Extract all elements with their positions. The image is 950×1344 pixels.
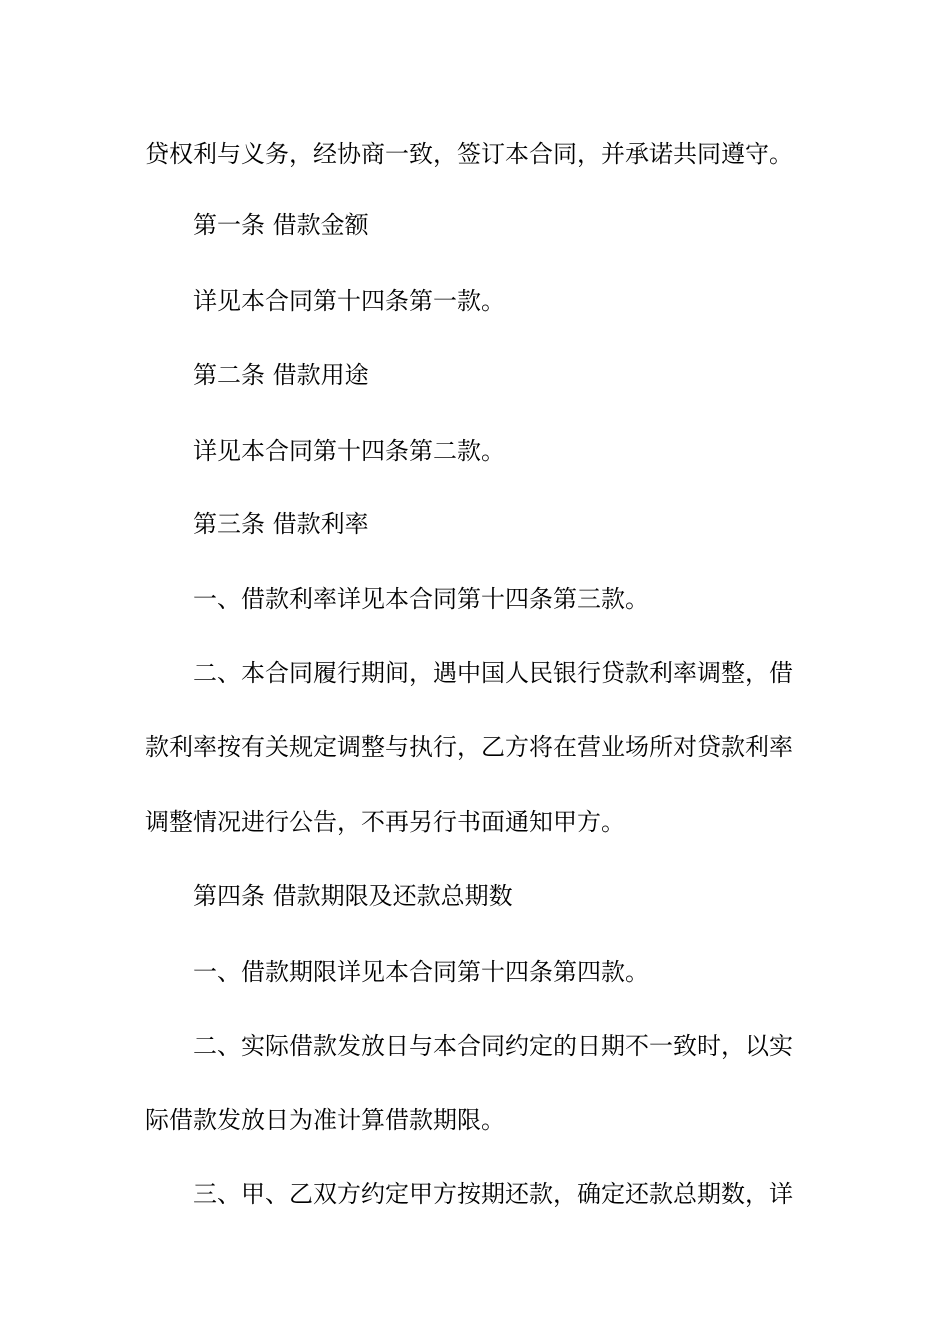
article-4-clause-2-line-1: 二、实际借款发放日与本合同约定的日期不一致时，以实 (193, 1032, 793, 1060)
article-2-body: 详见本合同第十四条第二款。 (193, 437, 505, 465)
article-3-clause-1: 一、借款利率详见本合同第十四条第三款。 (193, 585, 649, 613)
article-3-heading: 第三条 借款利率 (193, 510, 369, 538)
article-4-clause-2-line-2: 际借款发放日为准计算借款期限。 (145, 1106, 505, 1134)
article-4-clause-1: 一、借款期限详见本合同第十四条第四款。 (193, 958, 649, 986)
paragraph-continuation: 贷权利与义务，经协商一致，签订本合同，并承诺共同遵守。 (145, 140, 793, 168)
article-3-clause-2-line-1: 二、本合同履行期间，遇中国人民银行贷款利率调整，借 (193, 659, 793, 687)
article-4-clause-3-line-1: 三、甲、乙双方约定甲方按期还款，确定还款总期数，详 (193, 1180, 793, 1208)
article-1-heading: 第一条 借款金额 (193, 211, 369, 239)
article-1-body: 详见本合同第十四条第一款。 (193, 287, 505, 315)
article-4-heading: 第四条 借款期限及还款总期数 (193, 882, 513, 910)
article-2-heading: 第二条 借款用途 (193, 361, 369, 389)
article-3-clause-2-line-2: 款利率按有关规定调整与执行，乙方将在营业场所对贷款利率 (145, 733, 793, 761)
article-3-clause-2-line-3: 调整情况进行公告，不再另行书面通知甲方。 (145, 808, 625, 836)
